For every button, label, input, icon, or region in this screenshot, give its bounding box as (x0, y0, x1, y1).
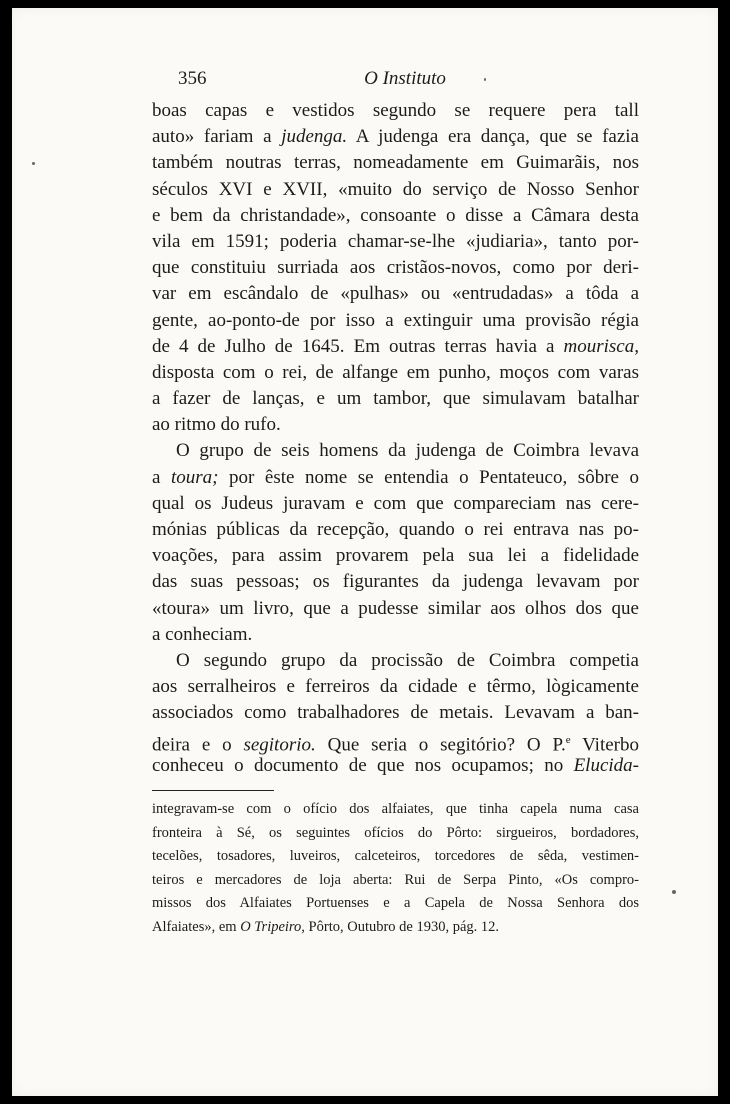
footnote (152, 798, 639, 939)
body-line: qual os Judeus juravam e com que compareciam nas cere- (152, 492, 639, 514)
body-line: associados como trabalhadores de metais. Levavam a ban- (152, 702, 639, 724)
body-line: O segundo grupo da procissão de Coimbra competia (176, 649, 639, 671)
body-line: que constituiu surriada aos cristãos-novos, como por deri- (152, 257, 639, 279)
body-line: a toura; por êste nome se entendia o Pentateuco, sôbre o (152, 466, 640, 488)
scan-speck (32, 162, 35, 165)
body-line: séculos XVI e XVII, «muito do serviço de Nosso Senhor (152, 178, 639, 200)
footnote-line: missos dos Alfaiates Portuenses e a Capela de Nossa Senhora dos (152, 895, 639, 911)
body-line: a fazer de lanças, e um tambor, que simulavam batalhar (152, 388, 639, 410)
body-line: gente, ao-ponto-de por isso a extinguir uma provisão régia (152, 309, 639, 331)
body-line: e bem da christandade», consoante o disse a Câmara desta (152, 204, 639, 226)
footnote-line: fronteira à Sé, os seguintes ofícios do Pôrto: sirgueiros, bordadores, (152, 824, 639, 841)
page-header (165, 62, 645, 96)
body-line: «toura» um livro, que a pudesse similar aos olhos dos que (152, 597, 639, 619)
footnote-line: Alfaiates», em O Tripeiro, Pôrto, Outubro de 1930, pág. 12. (152, 918, 500, 935)
footnote-rule (152, 790, 274, 791)
body-line: boas capas e vestidos segundo se requere pera tall (152, 100, 639, 121)
body-line: voações, para assim provarem pela sua lei a fidelidade (152, 545, 639, 567)
scan-speck (484, 78, 486, 81)
body-line: O grupo de seis homens da judenga de Coimbra levava (176, 440, 639, 462)
footnote-line: integravam-se com o ofício dos alfaiates, que tinha capela numa casa (152, 801, 639, 817)
body-line: a conheciam. (152, 623, 253, 645)
body-line: auto» fariam a judenga. A judenga era dança, que se fazia (152, 126, 639, 148)
body-line: ao ritmo do rufo. (152, 414, 281, 436)
page-number: 356 (178, 68, 207, 89)
body-line: mónias públicas da recepção, quando o rei entrava nas po- (152, 519, 639, 540)
body-line: disposta com o rei, de alfange em punho, moços com varas (152, 361, 639, 383)
running-title: O Instituto (364, 68, 446, 89)
body-line: também noutras terras, nomeadamente em Guimarãis, nos (152, 152, 639, 174)
body-text (152, 98, 639, 779)
body-line: aos serralheiros e ferreiros da cidade e têrmo, lògicamente (152, 676, 639, 698)
footnote-line: tecelões, tosadores, luveiros, calceteiros, torcedores de sêda, vestimen- (152, 848, 639, 864)
scan-speck (672, 890, 676, 894)
body-line: de 4 de Julho de 1645. Em outras terras havia a mourisca, (152, 335, 639, 357)
body-line: deira e o segitorio. Que seria o segitório? O P.$^e$ Viterbo (152, 733, 639, 755)
footnote-line: teiros e mercadores de loja aberta: Rui de Serpa Pinto, «Os compro- (152, 871, 639, 888)
body-line: conheceu o documento de que nos ocupamos; no Elucida- (152, 754, 639, 776)
body-line: var em escândalo de «pulhas» ou «entrudadas» a tôda a (152, 283, 639, 305)
body-line: vila em 1591; poderia chamar-se-lhe «judiaria», tanto por- (152, 230, 639, 252)
body-line: das suas pessoas; os figurantes da judenga levavam por (152, 571, 639, 593)
